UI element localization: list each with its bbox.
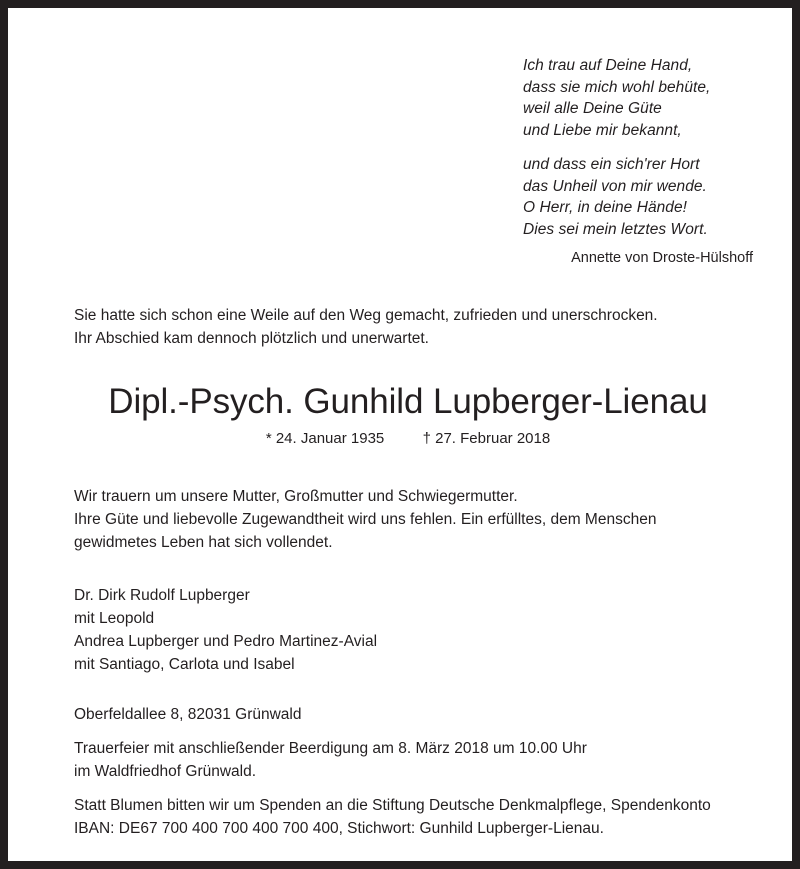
survivors-list: [74, 584, 764, 676]
death-date: 27. Februar 2018: [435, 430, 551, 447]
deceased-name: Dipl.-Psych. Gunhild Lupberger-Lienau: [108, 382, 708, 421]
obituary-notice-body: [8, 8, 792, 861]
epigraph-line: O Herr, in deine Hände!: [523, 199, 687, 216]
birth-symbol: *: [265, 430, 272, 447]
intro-line: Sie hatte sich schon eine Weile auf den Weg gemacht, zufrieden und unerschrocken.: [74, 307, 658, 324]
donations-line: Statt Blumen bitten wir um Spenden an die Stiftung Deutsche Denkmalpflege, Spendenkonto: [74, 797, 711, 814]
epigraph-block: [523, 55, 753, 268]
epigraph-line: weil alle Deine Güte: [523, 100, 662, 117]
service-line: im Waldfriedhof Grünwald.: [74, 763, 257, 780]
survivor-line: mit Santiago, Carlota und Isabel: [74, 656, 295, 673]
intro-line: Ihr Abschied kam dennoch plötzlich und unerwartet.: [74, 330, 429, 347]
address-block: [74, 703, 774, 726]
mourning-line: gewidmetes Leben hat sich vollendet.: [74, 534, 333, 551]
mourning-line: Ihre Güte und liebevolle Zugewandtheit wird uns fehlen. Ein erfülltes, dem Menschen: [74, 511, 657, 528]
life-dates: [8, 429, 800, 449]
intro-paragraph: [74, 304, 764, 350]
survivor-line: Dr. Dirk Rudolf Lupberger: [74, 587, 250, 604]
epigraph-line: und dass ein sich'rer Hort: [523, 156, 700, 173]
epigraph-stanza-2: [523, 154, 753, 240]
service-block: [74, 737, 774, 783]
epigraph-line: dass sie mich wohl behüte,: [523, 78, 711, 96]
death-symbol: †: [422, 430, 431, 447]
birth-date: 24. Januar 1935: [275, 430, 385, 447]
mourning-line: Wir trauern um unsere Mutter, Großmutter und Schwiegermutter.: [74, 488, 518, 505]
service-line: Trauerfeier mit anschließender Beerdigung am 8. März 2018 um 10.00 Uhr: [74, 740, 587, 757]
epigraph-line: und Liebe mir bekannt,: [523, 121, 682, 139]
address-line: Oberfeldallee 8, 82031 Grünwald: [74, 706, 302, 723]
epigraph-line: Dies sei mein letztes Wort.: [523, 220, 708, 238]
epigraph-line: Ich trau auf Deine Hand,: [523, 57, 693, 74]
epigraph-attribution: Annette von Droste-Hülshoff: [571, 250, 753, 266]
epigraph-line: das Unheil von mir wende.: [523, 177, 707, 195]
donations-block: [74, 794, 774, 840]
survivor-line: Andrea Lupberger und Pedro Martinez-Avial: [74, 633, 378, 650]
survivor-line: mit Leopold: [74, 610, 155, 627]
mourning-paragraph: [74, 485, 764, 554]
deceased-name-block: [8, 380, 800, 449]
footer-details: [74, 703, 774, 840]
donations-iban-line: IBAN: DE67 700 400 700 400 700 400, Stichwort: Gunhild Lupberger-Lienau.: [74, 820, 604, 837]
epigraph-stanza-1: [523, 55, 753, 141]
